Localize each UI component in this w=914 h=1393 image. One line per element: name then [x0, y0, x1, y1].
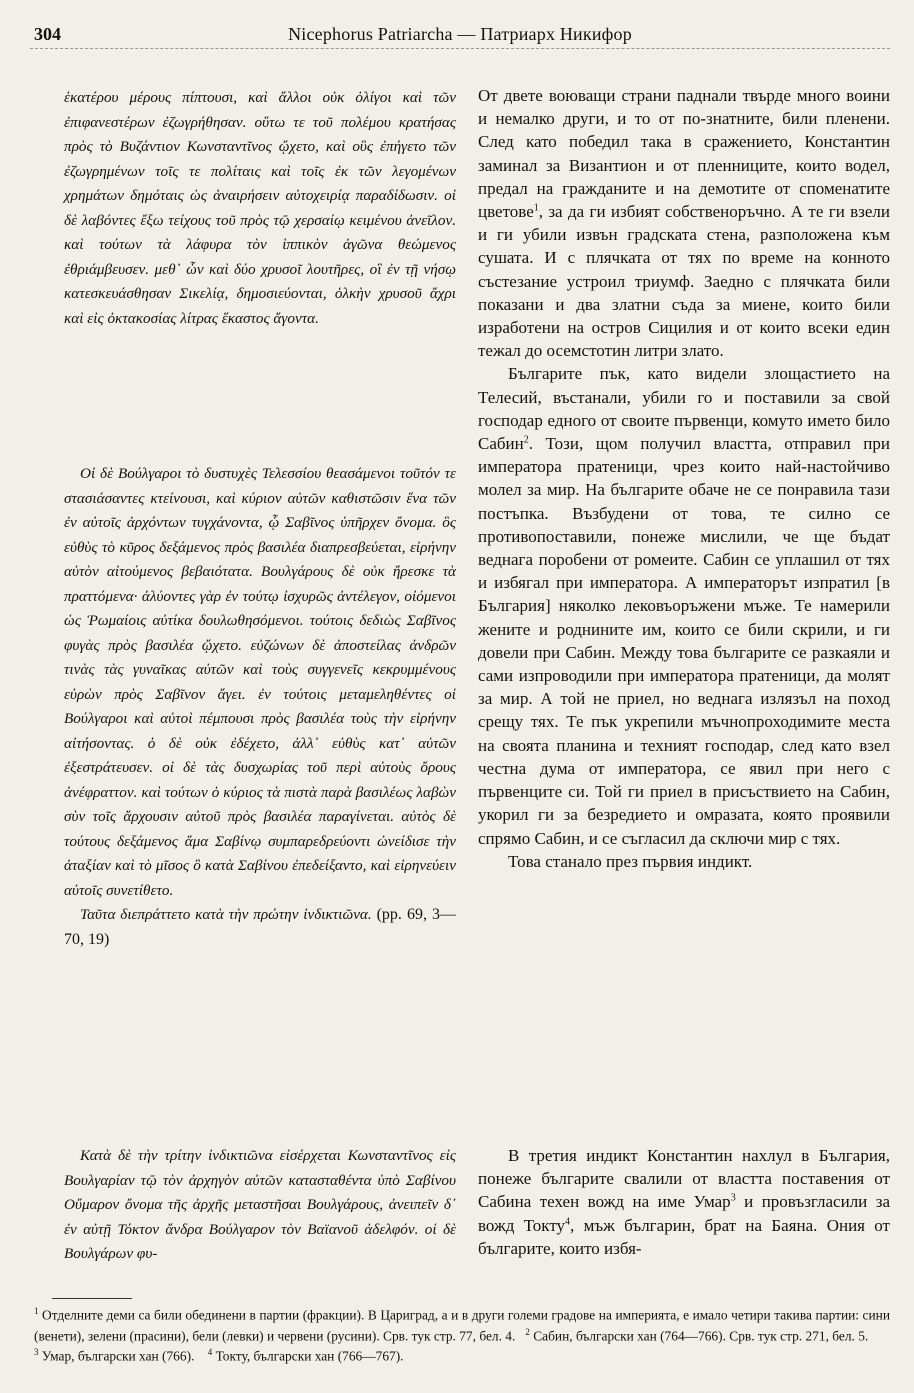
- footnotes: [34, 1303, 890, 1365]
- greek-paragraph: [64, 903, 456, 952]
- footnote: $^3$ Умар, български хан (766). $^4$ Токту, български хан (766—767).: [34, 1347, 404, 1364]
- greek-block-3: [64, 1144, 456, 1267]
- greek-paragraph: Οἱ δὲ Βούλγαροι τὸ δυστυχὲς Τελεσσίου θεασάμενοι τοῦτόν τε στασιάσαντες κτείνουσι, καὶ κύριον αὐτῶν καθιστῶσιν ἕνα τῶν ἐν αὐτοῖς ἀρχόντων τυγχάνοντα, ᾧ Σαβῖνος ὑπῆρχεν ὄνομα. ὃς εὐθὺς τὸ κῦρος δεξάμενος πρὸς βασιλέα διαπρεσβεύεται, εἰρήνην αὐτὸν αἰτούμενος βεβαιότατα. Βουλγάρους δὲ οὐκ ἤρεσκε τὰ πραττόμενα· ἀλύοντες γὰρ ἐν τούτῳ ἰσχυρῶς ἀντέλεγον, οἰόμενοι ὡς Ῥωμαίοις αὐτίκα δουλωθησόμενοι. τούτοις δεδιὼς Σαβῖνος φυγὰς πρὸς βασιλέα ᾤχετο. εὐζώνων δὲ ἀποστείλας ἀνδρῶν τινὰς τὰς γυναῖκας αὐτῶν καὶ τοὺς συγγενεῖς κεκρυμμένους εὑρὼν πρὸς Σαβῖνον ἄγει. ἐν τούτοις μεταμεληθέντες οἱ Βούλγαροι καὶ αὐτοὶ πέμπουσι πρὸς βασιλέα τοὺς τὴν εἰρήνην αἰτήσοντας. ὁ δὲ οὐκ ἐδέχετο, ἀλλ᾿ εὐθὺς κατ᾿ αὐτῶν ἐξεστράτευσεν. οἱ δὲ τὰς δυσχωρίας τοῦ περὶ αὐτοὺς ὄρους ἀνέφραττον. καὶ τούτων ὁ κύριος τὰ πιστὰ παρὰ βασιλέως λαβὼν σὺν τοῖς ἄρχουσιν αὐτοῦ πρὸς βασιλέα παραγίνεται. αὐτὸς δὲ τούτους δεξάμενος ἅμα Σαβίνῳ συμπαρεδρεύοντι ὠνείδισε τὴν ἀταξίαν καὶ τὸ μῖσος ὃ κατὰ Σαβίνου ἐπεδείξαντο, καὶ εἰρηνεύειν αὐτοῖς συνετίθετο.: [64, 465, 456, 899]
- greek-sentence: Ταῦτα διεπράττετο κατὰ τὴν πρώτην ἰνδικτιῶνα.: [80, 906, 372, 923]
- page-number: 304: [34, 24, 61, 44]
- running-head: Nicephorus Patriarcha — Патриарх Никифор: [288, 24, 632, 44]
- footnote: $^1$ Отделните деми са били обединени в партии (фракции). В Цариград, а и в други големи градове на империята, е имало четири такива партии: сини (венети), зелени (прасини), бели (левки) и червени (русини). Срв. тук стр. 77, бел. 4. $^2$ Сабин, български хан (764—766). Срв. тук стр. 271, бел. 5.: [34, 1306, 890, 1344]
- bulgarian-column-2: [478, 1144, 890, 1260]
- greek-paragraph: ἑκατέρου μέρους πίπτουσι, καὶ ἄλλοι οὐκ ὀλίγοι καὶ τῶν ἐπιφανεστέρων ἐζωγρήθησαν. οὕτω τε τοῦ πολέμου κρατήσας πρὸς τὸ Βυζάντιον Κωνσταντῖνος ᾤχετο, καὶ οὓς ἐπήγετο τῶν ἐζωγρημένων τοῖς τε πολίταις καὶ τοῖς ἐκ τῶν λεγομένων χρημάτων δημόταις ὡς ἀναιρήσειν αὐτοχειρίᾳ παραδίδωσιν. οἱ δὲ λαβόντες ἔξω τείχους τοῦ πρὸς τῷ χερσαίῳ κειμένου ἀνεῖλον. καὶ τούτων τὰ λάφυρα τὸν ἱππικὸν ἀγῶνα θεώμενος ἐθριάμβευσεν. μεθ᾿ ὧν καὶ δύο χρυσοῖ λουτῆρες, οἳ ἐν τῇ νήσῳ κατεσκευάσθησαν Σικελίᾳ, δημοσιεύονται, ὁλκὴν χρυσοῦ ἄχρι καὶ εἰς ὀκτακοσίας λίτρας ἕκαστος ἄγοντα.: [64, 89, 456, 327]
- page-header: [30, 24, 890, 54]
- bulgarian-paragraph: От двете воюващи страни паднали твърде много воини и немалко други, и то от по-знатните, били пленени. След като победил така в сражението, Константин заминал за Византион и от пленниците, които водел, предал на гражданите и на демотите от споменатите цветове$^1$, за да ги избият собственоръчно. А те ги взели и ги убили извън градската стена, разположена към сушата. И с плячката от тях по време на конното състезание устроил триумф. Заедно с плячката били показани и два златни съда за миене, които били изработени на остров Сицилия и от които всеки един тежал до осемстотин литри злато.: [478, 86, 890, 361]
- bulgarian-column: [478, 84, 890, 873]
- footnote-rule: [52, 1298, 132, 1299]
- greek-block-2: [64, 462, 456, 952]
- bulgarian-paragraph: Българите пък, като видели злощастието на Телесий, въстанали, убили го и поставили за свой господар едного от своите първенци, комуто името било Сабин$^2$. Този, щом получил властта, отправил при императора пратеници, чрез които най-настойчиво молел за мир. На българите обаче не се понравила тази постъпка. Възбудени от това, те силно се противопоставили, понеже мислили, че ще бъдат веднага поробени от ромеите. Сабин се уплашил от тях и избягал при императора. А императорът изпратил [в България] няколко лековъоръжени мъже. Те намерили жените и роднините им, които се били скрили, и ги довели при Сабин. Между това българите се разкаяли и сами изпроводили при императора пратеници, да молят за мир. А той не приел, но веднага излязъл на поход срещу тях. Те пък укрепили мъчнопроходимите места на своята планина и техният господар, след като взел честна дума от императора, се явил при него с първенците си. Той ги приел в присъствието на Сабин, укорил ги за безредието и омразата, която проявили спрямо Сабин, и се съгласил да сключи мир с тях.: [478, 364, 890, 848]
- bulgarian-paragraph: В третия индикт Константин нахлул в България, понеже българите свалили от властта поставения от Сабина техен вожд на име Умар$^3$ и провъзгласили за вожд Токту$^4$, мъж българин, брат на Баяна. Ония от българите, които избя-: [478, 1146, 890, 1258]
- footnote-ref: 1: [533, 202, 539, 214]
- bulgarian-paragraph: Това станало през първия индикт.: [508, 851, 753, 871]
- header-rule: [30, 48, 890, 49]
- footnote-ref: 2: [523, 434, 529, 446]
- greek-paragraph: Κατὰ δὲ τὴν τρίτην ἰνδικτιῶνα εἰσέρχεται Κωνσταντῖνος εἰς Βουλγαρίαν τῷ τὸν ἀρχηγὸν αὐτῶν κατασταθέντα ὑπὸ Σαβίνου Οὔμαρον ὄνομα τῆς ἀρχῆς μεταστῆσαι Βουλγάρους, ἀνειπεῖν δ᾿ ἐν αὐτῇ Τόκτον ἄνδρα Βούλγαρον τὸν Βαϊανοῦ ἀδελφόν. οἱ δὲ Βουλγάρων φυ-: [64, 1147, 456, 1262]
- greek-block-1: [64, 86, 456, 331]
- footnote-ref: 4: [565, 1215, 571, 1227]
- source-reference: (pp. 69, 3—70, 19): [64, 906, 456, 948]
- footnote-ref: 3: [730, 1192, 736, 1204]
